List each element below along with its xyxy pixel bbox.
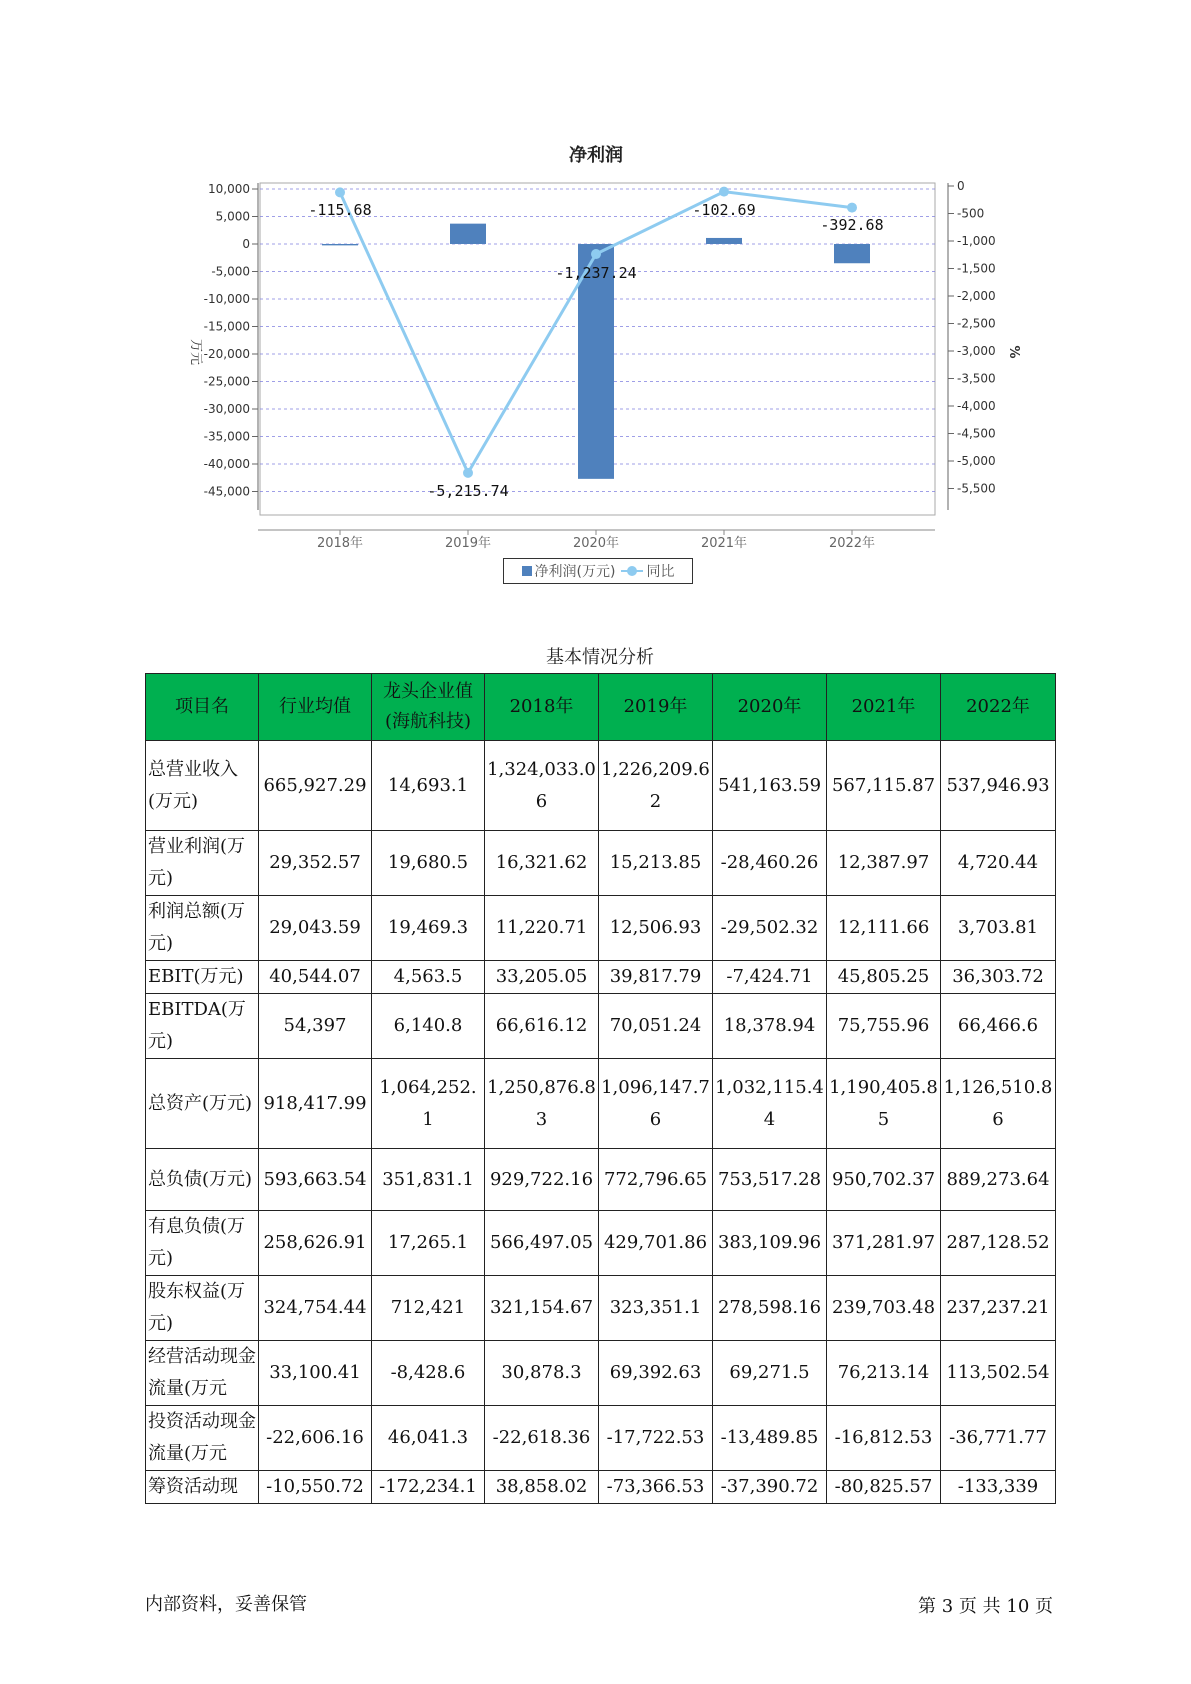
data-label: -392.68 [820, 216, 884, 234]
table-cell: 33,100.41 [259, 1341, 372, 1406]
y2-tick-label: -1,500 [957, 261, 996, 276]
y2-tick-label: -3,500 [957, 371, 996, 386]
table-cell: -36,771.77 [941, 1406, 1056, 1471]
y-tick-label: -40,000 [203, 457, 250, 471]
row-label: 营业利润(万元) [146, 831, 259, 896]
y-axis-title: 万元 [188, 338, 203, 366]
legend-bar-label: 净利润(万元) [534, 564, 616, 580]
table-cell: -17,722.53 [599, 1406, 713, 1471]
table-cell: 40,544.07 [259, 961, 372, 994]
bar [322, 244, 358, 245]
table-cell: -80,825.57 [827, 1471, 941, 1504]
table-cell: -133,339 [941, 1471, 1056, 1504]
table-cell: 66,466.6 [941, 994, 1056, 1059]
table-cell: 1,324,033.06 [485, 741, 599, 831]
x-tick-label: 2022年 [828, 536, 876, 551]
table-cell: 69,271.5 [713, 1341, 827, 1406]
table-row [146, 1276, 1056, 1341]
table-caption: 基本情况分析 [546, 647, 654, 668]
table-cell: 1,250,876.83 [485, 1059, 599, 1149]
chart-title: 净利润 [569, 145, 623, 166]
table-cell: 593,663.54 [259, 1149, 372, 1211]
table-cell: 665,927.29 [259, 741, 372, 831]
table-cell: -10,550.72 [259, 1471, 372, 1504]
row-label: 经营活动现金流量(万元 [146, 1341, 259, 1406]
table-cell: 950,702.37 [827, 1149, 941, 1211]
table-cell: 753,517.28 [713, 1149, 827, 1211]
table-cell: 889,273.64 [941, 1149, 1056, 1211]
table-row [146, 741, 1056, 831]
table-cell: 16,321.62 [485, 831, 599, 896]
table-cell: 45,805.25 [827, 961, 941, 994]
yoy-point [335, 187, 345, 197]
table-cell: 1,032,115.44 [713, 1059, 827, 1149]
y2-tick-label: -5,000 [957, 454, 996, 468]
row-label: 有息负债(万元) [146, 1211, 259, 1276]
table-row [146, 896, 1056, 961]
bar [834, 244, 870, 263]
yoy-point [847, 203, 857, 213]
column-header: 2018年 [485, 674, 599, 741]
x-tick-label: 2021年 [700, 536, 748, 551]
y2-tick-label: -2,000 [957, 289, 996, 303]
table-cell: 66,616.12 [485, 994, 599, 1059]
y2-tick-label: 0 [957, 179, 965, 193]
row-label: 利润总额(万元) [146, 896, 259, 961]
y2-tick-label: -500 [957, 206, 985, 221]
table-cell: 14,693.1 [372, 741, 485, 831]
column-header: 2020年 [713, 674, 827, 741]
table-row [146, 831, 1056, 896]
y-tick-label: 5,000 [215, 209, 250, 224]
table-cell: 30,878.3 [485, 1341, 599, 1406]
data-label: -5,215.74 [427, 482, 509, 500]
table-cell: 39,817.79 [599, 961, 713, 994]
table-cell: -16,812.53 [827, 1406, 941, 1471]
row-label: EBITDA(万元) [146, 994, 259, 1059]
table-cell: 17,265.1 [372, 1211, 485, 1276]
row-label: 总营业收入(万元) [146, 741, 259, 831]
table-cell: 1,190,405.85 [827, 1059, 941, 1149]
bar [706, 238, 742, 244]
y2-axis-title: % [1006, 345, 1021, 359]
y-tick-label: -5,000 [211, 264, 250, 279]
table-cell: 18,378.94 [713, 994, 827, 1059]
column-header: 行业均值 [259, 674, 372, 741]
table-cell: 351,831.1 [372, 1149, 485, 1211]
y-tick-label: 0 [242, 237, 250, 251]
table-cell: 1,126,510.86 [941, 1059, 1056, 1149]
table-cell: 287,128.52 [941, 1211, 1056, 1276]
table-cell: 76,213.14 [827, 1341, 941, 1406]
column-header: 2021年 [827, 674, 941, 741]
table-row [146, 994, 1056, 1059]
data-label: -102.69 [692, 201, 756, 219]
data-label: -1,237.24 [555, 264, 637, 282]
y-tick-label: -35,000 [203, 429, 250, 444]
table-cell: 75,755.96 [827, 994, 941, 1059]
table-cell: 69,392.63 [599, 1341, 713, 1406]
bar [450, 224, 486, 244]
table-cell: -73,366.53 [599, 1471, 713, 1504]
table-cell: 19,469.3 [372, 896, 485, 961]
table-cell: 36,303.72 [941, 961, 1056, 994]
table-cell: -7,424.71 [713, 961, 827, 994]
table-cell: 12,506.93 [599, 896, 713, 961]
row-label: EBIT(万元) [146, 961, 259, 994]
yoy-point [719, 187, 729, 197]
table-cell: 566,497.05 [485, 1211, 599, 1276]
data-label: -115.68 [308, 201, 372, 219]
table-cell: 929,722.16 [485, 1149, 599, 1211]
y2-tick-label: -1,000 [957, 234, 996, 248]
table-cell: 29,352.57 [259, 831, 372, 896]
table-cell: 54,397 [259, 994, 372, 1059]
table-cell: 113,502.54 [941, 1341, 1056, 1406]
table-cell: 237,237.21 [941, 1276, 1056, 1341]
table-cell: -22,618.36 [485, 1406, 599, 1471]
column-header: 龙头企业值(海航科技) [372, 674, 485, 741]
table-cell: 70,051.24 [599, 994, 713, 1059]
table-cell: -8,428.6 [372, 1341, 485, 1406]
x-tick-label: 2018年 [316, 536, 364, 551]
table-cell: 321,154.67 [485, 1276, 599, 1341]
y2-tick-label: -4,500 [957, 426, 996, 441]
table-cell: 29,043.59 [259, 896, 372, 961]
column-header: 项目名 [146, 674, 259, 741]
footer-page-number: 第 3 页 共 10 页 [918, 1596, 1053, 1617]
table-row [146, 961, 1056, 994]
table-body [146, 741, 1056, 1504]
table-cell: -28,460.26 [713, 831, 827, 896]
row-label: 筹资活动现 [146, 1471, 259, 1504]
y-tick-label: -15,000 [203, 319, 250, 334]
y-tick-label: -10,000 [203, 292, 250, 306]
table-cell: 567,115.87 [827, 741, 941, 831]
x-tick-label: 2020年 [572, 536, 620, 551]
legend-bar-swatch [522, 566, 532, 576]
table-cell: 429,701.86 [599, 1211, 713, 1276]
footer-confidential: 内部资料，妥善保管 [145, 1594, 307, 1615]
table-cell: -37,390.72 [713, 1471, 827, 1504]
table-cell: 278,598.16 [713, 1276, 827, 1341]
table-row [146, 1341, 1056, 1406]
row-label: 投资活动现金流量(万元 [146, 1406, 259, 1471]
row-label: 总负债(万元) [146, 1149, 259, 1211]
table-cell: 19,680.5 [372, 831, 485, 896]
table-cell: 371,281.97 [827, 1211, 941, 1276]
y2-tick-label: -4,000 [957, 399, 996, 413]
table-row [146, 1059, 1056, 1149]
table-cell: 537,946.93 [941, 741, 1056, 831]
table-cell: 1,096,147.76 [599, 1059, 713, 1149]
table-cell: -13,489.85 [713, 1406, 827, 1471]
table-cell: 12,111.66 [827, 896, 941, 961]
y2-tick-label: -5,500 [957, 481, 996, 496]
column-header: 2019年 [599, 674, 713, 741]
table-cell: 1,064,252.1 [372, 1059, 485, 1149]
table-cell: 46,041.3 [372, 1406, 485, 1471]
table-cell: 33,205.05 [485, 961, 599, 994]
table-cell: 12,387.97 [827, 831, 941, 896]
column-header: 2022年 [941, 674, 1056, 741]
table-cell: 772,796.65 [599, 1149, 713, 1211]
table-cell: 258,626.91 [259, 1211, 372, 1276]
table-cell: 4,720.44 [941, 831, 1056, 896]
y-tick-label: -45,000 [203, 484, 250, 499]
y-tick-label: -20,000 [203, 347, 250, 361]
legend-line-label: 同比 [646, 564, 675, 580]
legend-line-swatch [621, 566, 643, 576]
table-row [146, 1149, 1056, 1211]
table-cell: 541,163.59 [713, 741, 827, 831]
table-cell: 3,703.81 [941, 896, 1056, 961]
yoy-point [463, 468, 473, 478]
table-cell: 239,703.48 [827, 1276, 941, 1341]
table-cell: 383,109.96 [713, 1211, 827, 1276]
table-cell: 11,220.71 [485, 896, 599, 961]
table-row [146, 1406, 1056, 1471]
table-cell: -22,606.16 [259, 1406, 372, 1471]
y2-tick-label: -2,500 [957, 316, 996, 331]
y-tick-label: -25,000 [203, 374, 250, 389]
table-cell: 15,213.85 [599, 831, 713, 896]
table-cell: 4,563.5 [372, 961, 485, 994]
yoy-point [591, 249, 601, 259]
row-label: 总资产(万元) [146, 1059, 259, 1149]
basic-analysis-table [145, 673, 1056, 1504]
table-cell: 324,754.44 [259, 1276, 372, 1341]
table-row [146, 1471, 1056, 1504]
table-header-row [146, 674, 1056, 741]
table-cell: -29,502.32 [713, 896, 827, 961]
table-cell: -172,234.1 [372, 1471, 485, 1504]
table-cell: 323,351.1 [599, 1276, 713, 1341]
table-cell: 6,140.8 [372, 994, 485, 1059]
chart-canvas [0, 0, 1191, 620]
legend-item-bar [522, 561, 616, 581]
y2-tick-label: -3,000 [957, 344, 996, 358]
legend-item-line [621, 561, 674, 581]
net-profit-chart [0, 0, 1191, 620]
y-tick-label: 10,000 [208, 182, 250, 196]
table-cell: 712,421 [372, 1276, 485, 1341]
row-label: 股东权益(万元) [146, 1276, 259, 1341]
table-cell: 1,226,209.62 [599, 741, 713, 831]
table-row [146, 1211, 1056, 1276]
table-cell: 918,417.99 [259, 1059, 372, 1149]
y-tick-label: -30,000 [203, 402, 250, 416]
x-tick-label: 2019年 [444, 536, 492, 551]
table-cell: 38,858.02 [485, 1471, 599, 1504]
chart-legend [503, 558, 693, 584]
